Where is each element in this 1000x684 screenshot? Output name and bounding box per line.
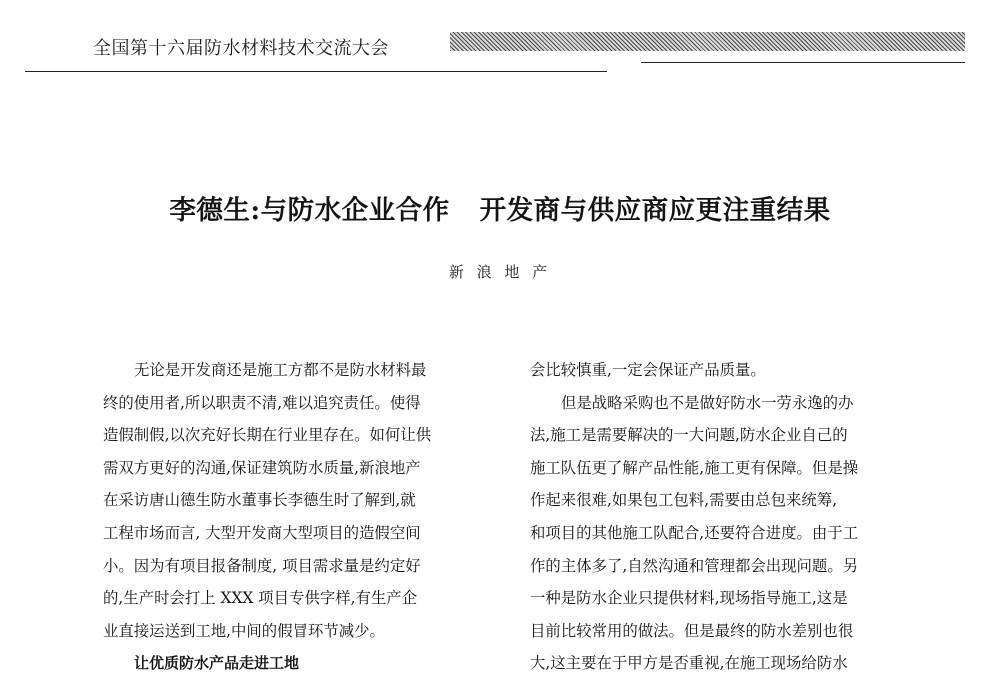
- body-line: 大,这主要在于甲方是否重视,在施工现场给防水: [530, 654, 848, 673]
- body-line: 法,施工是需要解决的一大问题,防水企业自己的: [530, 426, 848, 445]
- body-line: 在采访唐山德生防水董事长李德生时了解到,就: [103, 491, 416, 510]
- body-line: 的,生产时会打上 XXX 项目专供字样,有生产企: [103, 589, 418, 608]
- body-line: 和项目的其他施工队配合,还要符合进度。由于工: [530, 523, 859, 542]
- title-part-1: 李德生:与防水企业合作: [169, 195, 450, 226]
- section-subheading: 让优质防水产品走进工地: [134, 654, 300, 673]
- article-title: [0, 188, 1000, 227]
- header-rule-right: [641, 62, 965, 63]
- body-line: 需双方更好的沟通,保证建筑防水质量,新浪地产: [103, 458, 421, 477]
- right-column: [530, 354, 913, 680]
- title-part-2: 开发商与供应商应更注重结果: [479, 195, 831, 226]
- body-line: 无论是开发商还是施工方都不是防水材料最: [134, 361, 427, 379]
- body-line: 小。因为有项目报备制度, 项目需求量是约定好: [103, 556, 421, 575]
- conference-header: 全国第十六届防水材料技术交流大会: [93, 38, 389, 59]
- body-line: 业直接运送到工地,中间的假冒环节减少。: [103, 621, 385, 640]
- body-line: 但是战略采购也不是做好防水一劳永逸的办: [561, 393, 854, 412]
- body-line: 施工队伍更了解产品性能,施工更有保障。但是操: [530, 458, 859, 477]
- header-rule-left: [25, 71, 607, 72]
- byline: 新 浪 地 产: [448, 263, 552, 281]
- body-line: 会比较慎重,一定会保证产品质量。: [530, 361, 766, 379]
- body-line: 作起来很难,如果包工包料,需要由总包来统筹,: [530, 491, 838, 510]
- body-line: 造假制假,以次充好长期在行业里存在。如何让供: [103, 426, 432, 445]
- header-hatch-band: [450, 32, 965, 51]
- body-line: 工程市场而言, 大型开发商大型项目的造假空间: [103, 523, 421, 542]
- body-line: 作的主体多了,自然沟通和管理都会出现问题。另: [530, 556, 859, 575]
- body-line: 目前比较常用的做法。但是最终的防水差别也很: [530, 621, 854, 640]
- body-line: 一种是防水企业只提供材料,现场指导施工,这是: [530, 589, 848, 608]
- body-line: 终的使用者,所以职责不清,难以追究责任。使得: [103, 393, 421, 412]
- left-column: [103, 354, 485, 680]
